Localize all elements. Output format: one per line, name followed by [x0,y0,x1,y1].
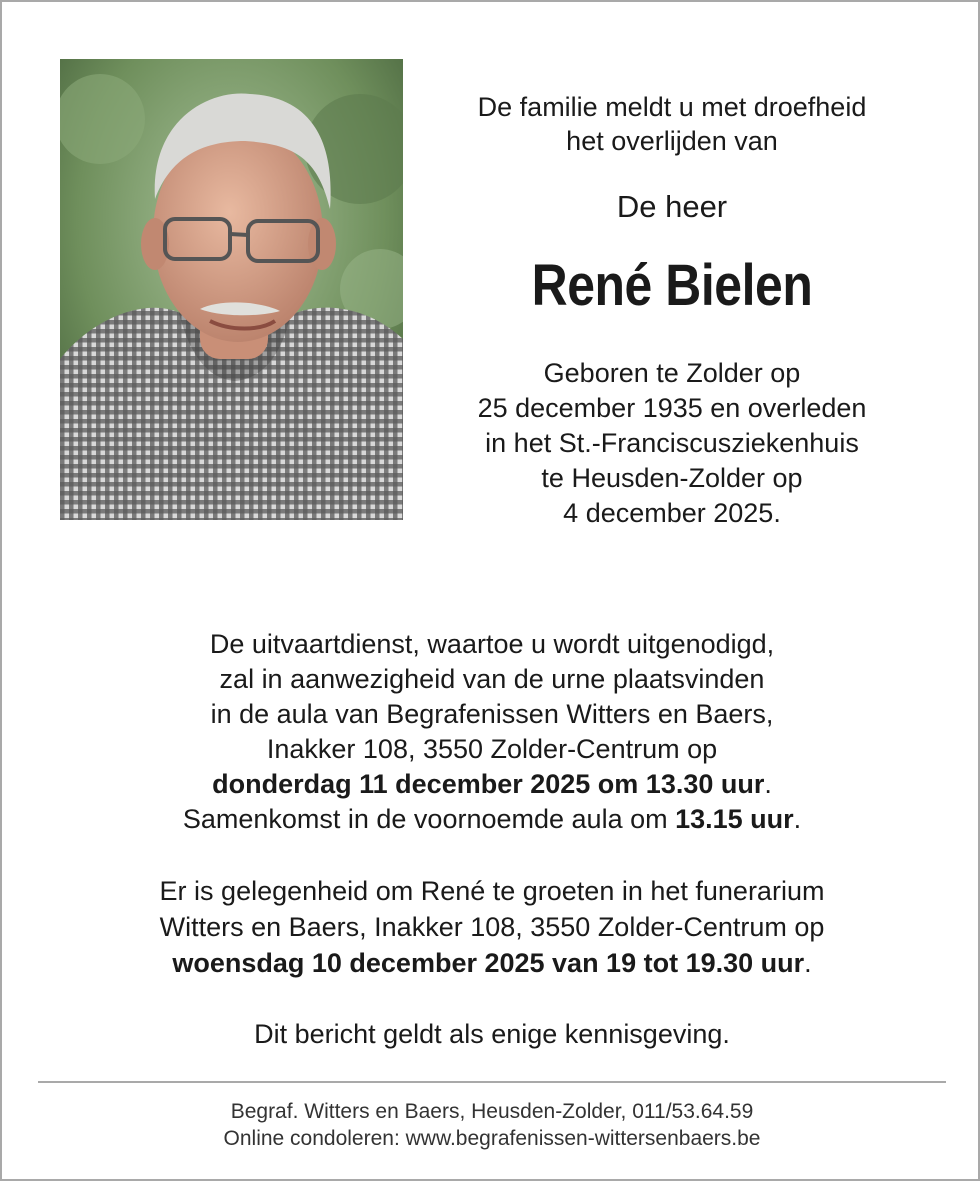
portrait-illustration [60,59,403,520]
service-date: donderdag 11 december 2025 om 13.30 uur [212,769,765,799]
intro-line: het overlijden van [566,126,778,156]
service-line: De uitvaartdienst, waartoe u wordt uitgenodigd, [209,629,775,659]
visitation-date-line [2,945,980,981]
deceased-name: René Bielen [531,253,813,318]
punctuation: . [804,948,812,978]
announcement-block [422,90,922,531]
birth-death-details [422,356,922,531]
visitation-date: woensdag 10 december 2025 van 19 tot 19.30 uur [172,948,805,978]
portrait-photo [60,59,403,520]
visitation-line: Er is gelegenheid om René te groeten in het funerarium [159,876,825,906]
notice-text: Dit bericht geldt als enige kennisgeving. [254,1019,730,1049]
gathering-time: 13.15 uur [675,804,794,834]
gathering-line [2,802,980,837]
service-line: in de aula van Begrafenissen Witters en Baers, [210,699,774,729]
gathering-text: Samenkomst in de voornoemde aula om [182,804,676,834]
divider [38,1081,946,1083]
detail-line: in het St.-Franciscusziekenhuis [485,428,859,458]
funeral-home-contact: Begraf. Witters en Baers, Heusden-Zolder, 011/53.64.59 [230,1100,754,1123]
detail-line: te Heusden-Zolder op [541,463,803,493]
punctuation: . [764,769,772,799]
service-line: zal in aanwezigheid van de urne plaatsvinden [219,664,765,694]
online-condolence-line: Online condoleren: www.begrafenissen-wittersenbaers.be [223,1127,761,1150]
visitation-details [2,873,980,981]
service-line: Inakker 108, 3550 Zolder-Centrum op [266,734,718,764]
honorific: De heer [616,189,728,224]
intro-text [422,90,922,158]
service-date-line [2,767,980,802]
funeral-service-details [2,627,980,837]
visitation-line: Witters en Baers, Inakker 108, 3550 Zolder-Centrum op [159,912,825,942]
footer [2,1098,980,1152]
detail-line: 25 december 1935 en overleden [477,393,867,423]
detail-line: 4 december 2025. [563,498,781,528]
punctuation: . [793,804,802,834]
intro-line: De familie meldt u met droefheid [477,92,867,122]
detail-line: Geboren te Zolder op [543,358,801,388]
